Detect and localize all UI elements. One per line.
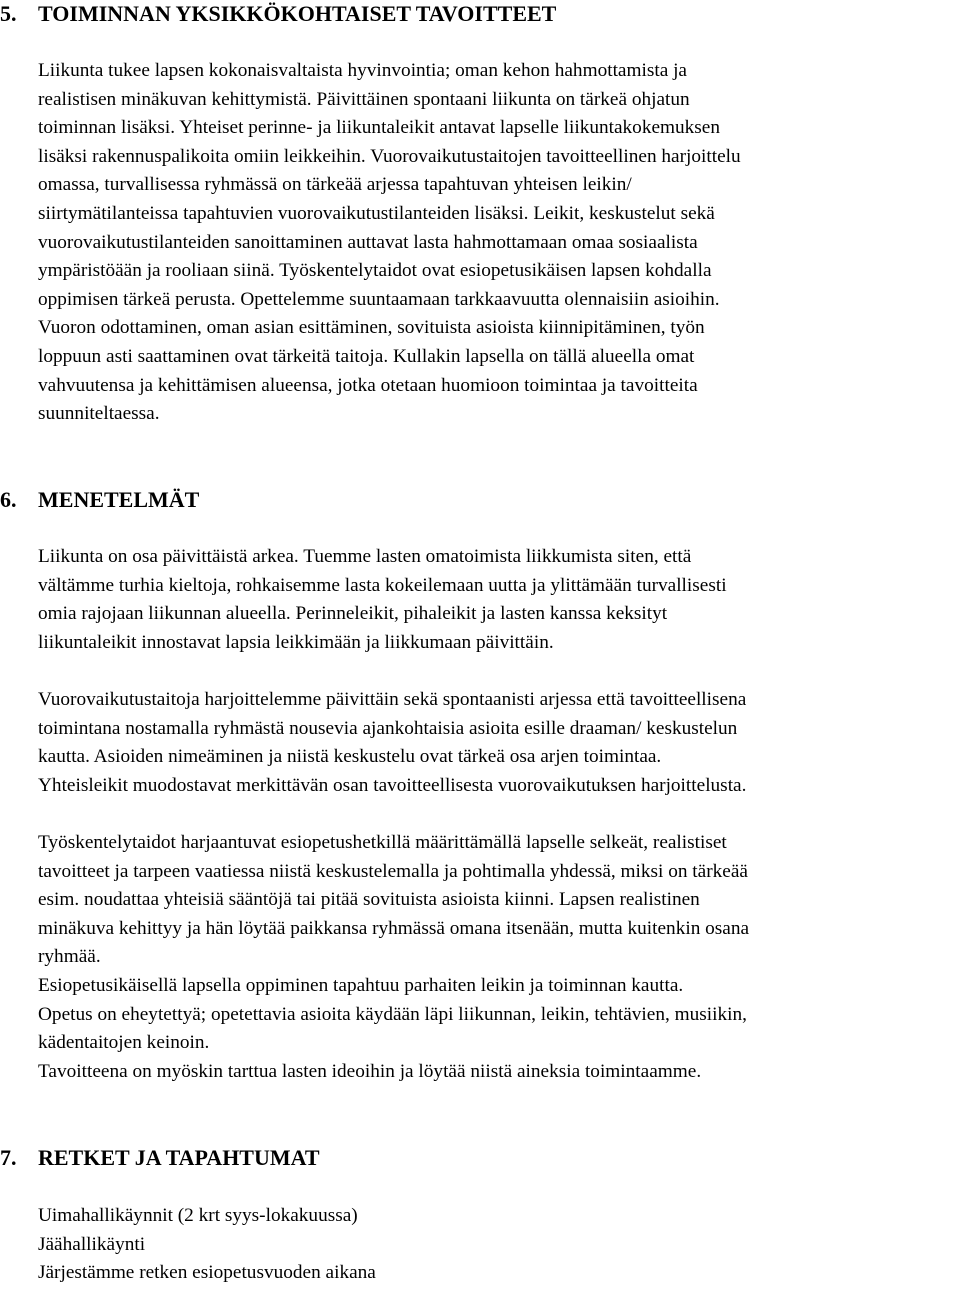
text-line: Liikunta on osa päivittäistä arkea. Tuemme lasten omatoimista liikkumista siten, että [38,546,692,567]
text-line: Opetus on eheytettyä; opetettavia asioita käydään läpi liikunnan, leikin, tehtävien, musiikin, [38,1003,747,1025]
text-line: esim. noudattaa yhteisiä sääntöjä tai pitää sovituista asioista kiinni. Lapsen realistinen [38,889,700,911]
section-7-paragraph-1 [38,1202,958,1288]
section-6-number: 6. [0,487,17,512]
text-line: suunniteltaessa. [38,403,160,425]
text-line: liikuntaleikit innostavat lapsia leikkimään ja liikkumaan päivittäin. [38,631,554,653]
text-line: realistisen minäkuvan kehittymistä. Päivittäinen spontaani liikunta on tärkeä ohjatun [38,88,690,110]
text-line: kautta. Asioiden nimeäminen ja niistä keskustelu ovat tärkeä osa arjen toimintaa. [38,746,662,768]
text-line: omia rajojaan liikunnan alueella. Perinneleikit, pihaleikit ja lasten kanssa keksityt [38,603,668,625]
section-5-paragraph-1 [38,57,958,429]
text-line: Tavoitteena on myöskin tarttua lasten ideoihin ja löytää niistä aineksia toimintaamme. [38,1060,702,1082]
section-6-paragraph-2 [38,686,958,800]
text-line: vahvuutensa ja kehittämisen alueensa, jotka otetaan huomioon toimintaa ja tavoitteita [38,374,698,396]
text-line: Vuorovaikutustaitoja harjoittelemme päivittäin sekä spontaanisti arjessa että tavoitteellisena [38,689,747,710]
section-6-title: MENETELMÄT [38,487,200,512]
text-line: Vuoron odottaminen, oman asian esittäminen, sovituista asioista kiinnipitäminen, työn [38,317,705,339]
section-5-number: 5. [0,1,17,26]
text-line: Työskentelytaidot harjaantuvat esiopetushetkillä määrittämällä lapselle selkeät, realistiset [38,832,727,853]
text-line: siirtymätilanteissa tapahtuvien vuorovaikutustilanteiden lisäksi. Leikit, keskustelut sekä [38,202,715,224]
text-line: toiminnan lisäksi. Yhteiset perinne- ja liikuntaleikit antavat lapselle liikuntakokemuksen [38,117,720,139]
text-line: minäkuva kehittyy ja hän löytää paikkansa ryhmässä omana itsenään, mutta kuitenkin osana [38,917,750,939]
text-line: Uimahallikäynnit (2 krt syys-lokakuussa) [38,1205,358,1226]
text-line: Esiopetusikäisellä lapsella oppiminen tapahtuu parhaiten leikin ja toiminnan kautta. [38,974,684,996]
text-line: kädentaitojen keinoin. [38,1032,210,1054]
text-line: ympäristöään ja rooliaan siinä. Työskentelytaidot ovat esiopetusikäisen lapsen kohdalla [38,260,712,282]
text-line: oppimisen tärkeä perusta. Opettelemme suuntaamaan tarkkaavuutta olennaisiin asioihin. [38,288,720,310]
section-7-title: RETKET JA TAPAHTUMAT [38,1145,320,1170]
text-line: ryhmää. [38,946,101,968]
section-6-paragraph-1 [38,543,958,657]
text-line: vältämme turhia kieltoja, rohkaisemme lasta kokeilemaan uutta ja ylittämään turvallisesti [38,574,727,596]
text-line: Järjestämme retken esiopetusvuoden aikana [38,1262,376,1284]
text-line: Yhteisleikit muodostavat merkittävän osan tavoitteellisesta vuorovaikutuksen harjoittelusta. [38,774,747,796]
section-7-number: 7. [0,1145,17,1170]
text-line: omassa, turvallisessa ryhmässä on tärkeää arjessa tapahtuvan yhteisen leikin/ [38,174,632,196]
section-6-paragraph-3 [38,829,958,1086]
text-line: Liikunta tukee lapsen kokonaisvaltaista hyvinvointia; oman kehon hahmottamista ja [38,60,687,81]
text-line: Jäähallikäynti [38,1233,146,1255]
text-line: loppuun asti saattaminen ovat tärkeitä taitoja. Kullakin lapsella on tällä alueella omat [38,345,695,367]
text-line: vuorovaikutustilanteiden sanoittaminen auttavat lasta hahmottamaan omaa sosiaalista [38,231,698,253]
section-5-title: TOIMINNAN YKSIKKÖKOHTAISET TAVOITTEET [38,1,557,26]
text-line: tavoitteet ja tarpeen vaatiessa niistä keskustelemalla ja pohtimalla yhdessä, miksi on tärkeää [38,860,748,882]
text-line: lisäksi rakennuspalikoita omiin leikkeihin. Vuorovaikutustaitojen tavoitteellinen harjoittelu [38,145,741,167]
text-line: toimintana nostamalla ryhmästä nousevia ajankohtaisia asioita esille draaman/ keskustelun [38,717,738,739]
